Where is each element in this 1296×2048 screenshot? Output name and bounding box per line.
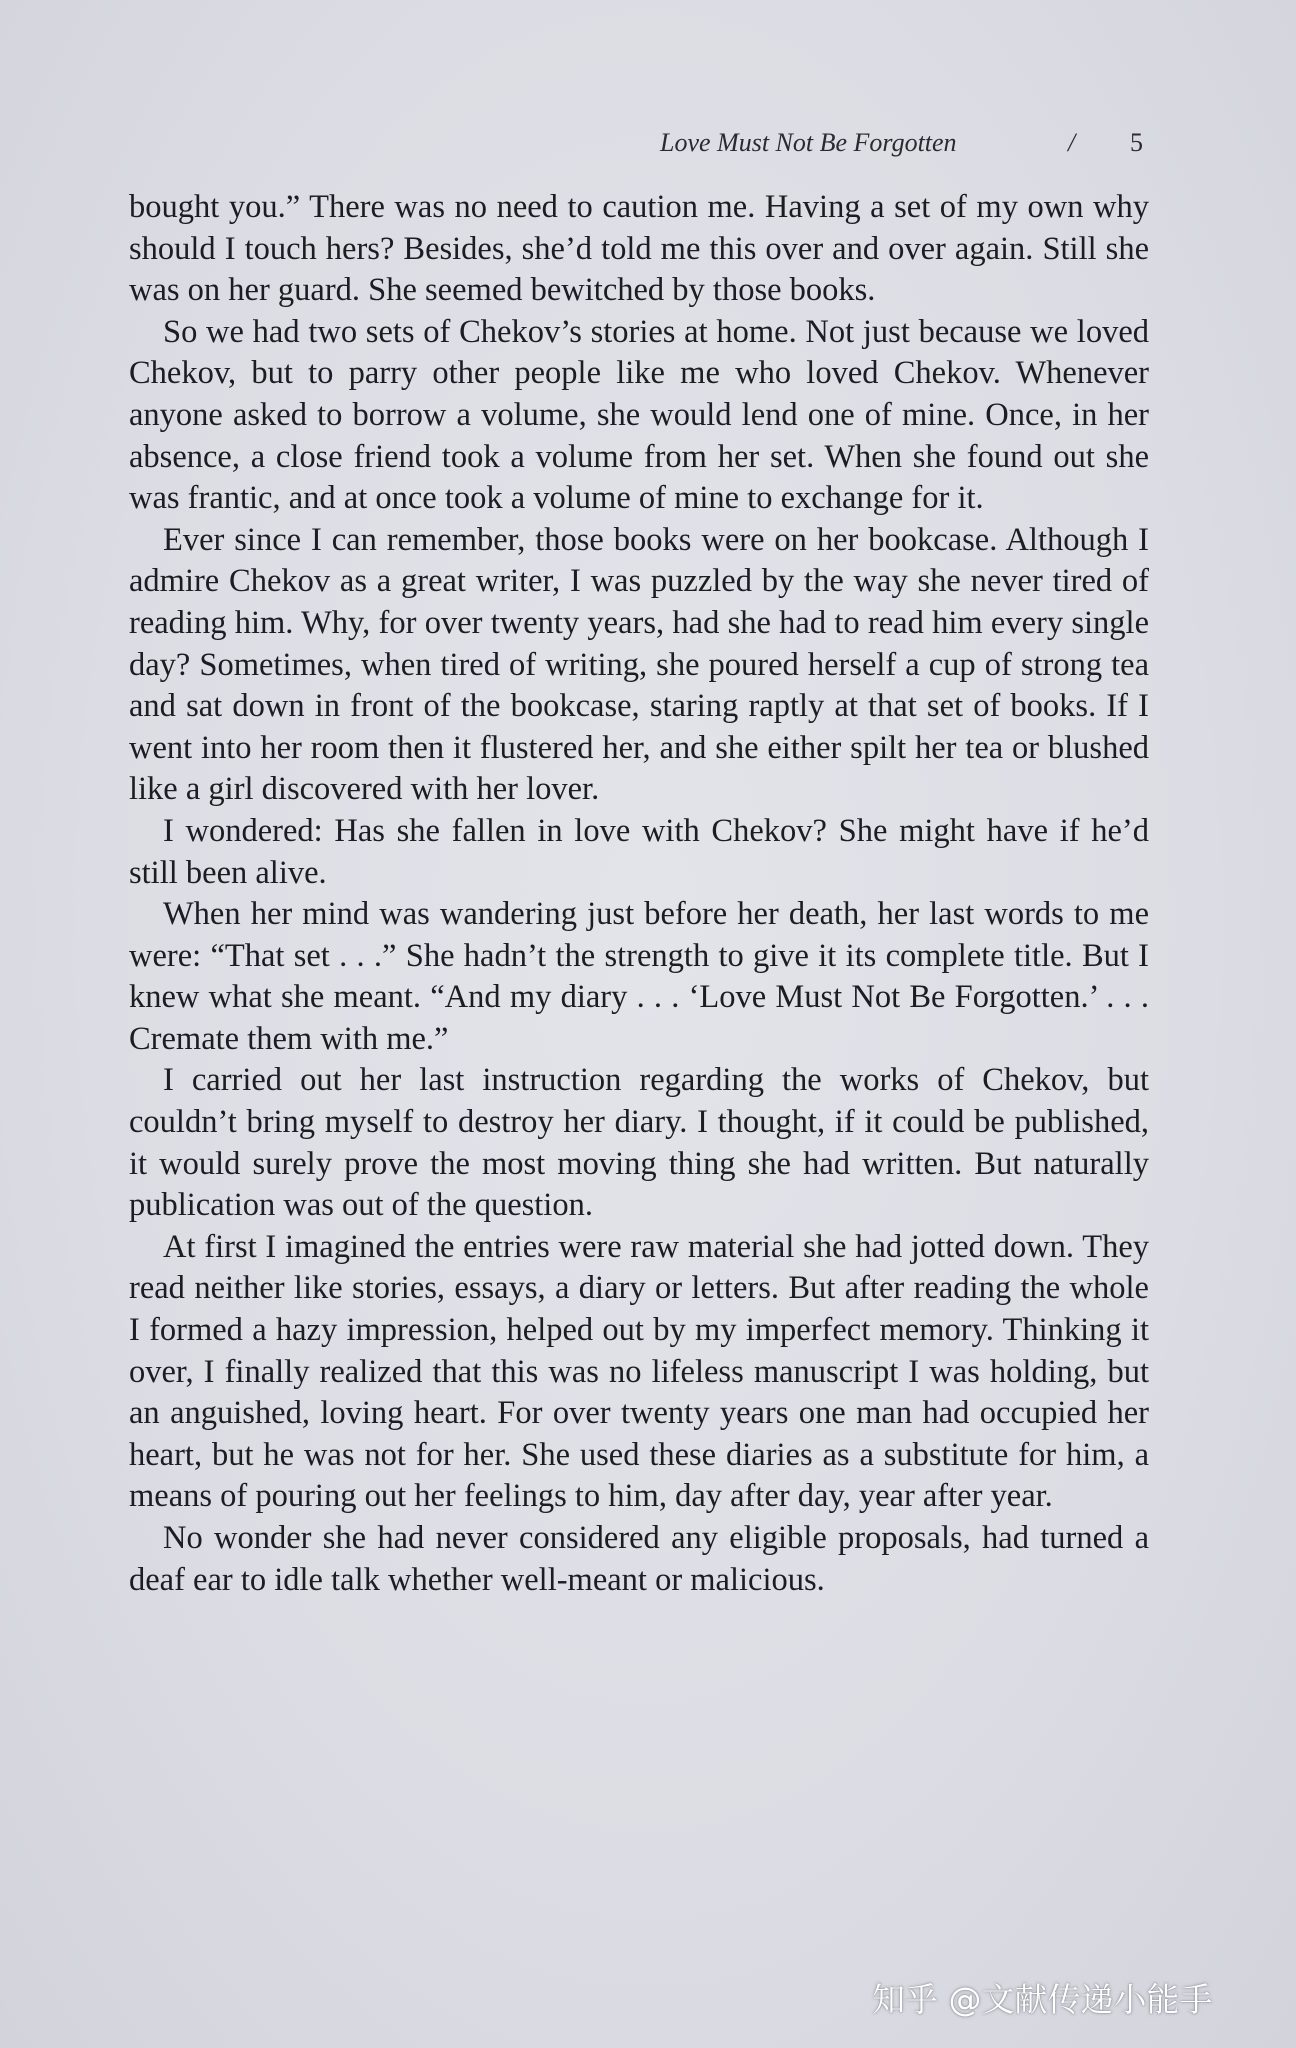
paragraph: No wonder she had never considered any eligible proposals, had turned a deaf ear to idle talk whether well-meant or malicious. — [129, 1520, 1149, 1598]
paragraph: When her mind was wandering just before her death, her last words to me were: “That set . . .” She hadn’t the strength to give it its complete title. But I knew what she meant. “And my diary . . . ‘Love Must Not Be Forgotten.’ . . . Cremate them with me.” — [129, 896, 1149, 1057]
running-title: Love Must Not Be Forgotten — [660, 128, 957, 157]
body-text — [129, 187, 1149, 1601]
zhihu-watermark: 知乎 @文献传递小能手 — [872, 1980, 1213, 2019]
paragraph: I wondered: Has she fallen in love with Chekov? She might have if he’d still been alive. — [129, 812, 1149, 891]
header-separator: / — [1068, 128, 1076, 157]
paragraph: At first I imagined the entries were raw material she had jotted down. They read neither like stories, essays, a diary or letters. But after reading the whole I formed a hazy impression, helped out by my imperfect memory. Thinking it over, I finally realized that this was no lifeless manuscript I was holding, but an anguished, loving heart. For over twenty years one man had occupied her heart, but he was not for her. She used these diaries as a substitute for him, a means of pouring out her feelings to him, day after day, year after year. — [129, 1228, 1149, 1515]
paragraph: I carried out her last instruction regarding the works of Chekov, but couldn’t bring myself to destroy her diary. I thought, if it could be published, it would surely prove the most moving thing she had written. But naturally publication was out of the question. — [129, 1062, 1149, 1224]
paragraph: So we had two sets of Chekov’s stories at home. Not just because we loved Chekov, but to parry other people like me who loved Chekov. Whenever anyone asked to borrow a volume, she would lend one of mine. Once, in her absence, a close friend took a volume from her set. When she found out she was frantic, and at once took a volume of mine to exchange for it. — [129, 313, 1149, 517]
paragraph: bought you.” There was no need to caution me. Having a set of my own why should I touch hers? Besides, she’d told me this over and over again. Still she was on her guard. She seemed bewitched by those books. — [129, 189, 1149, 309]
running-header — [640, 128, 1160, 164]
paragraph: Ever since I can remember, those books were on her bookcase. Although I admire Chekov as a great writer, I was puzzled by the way she never tired of reading him. Why, for over twenty years, had she had to read him every single day? Sometimes, when tired of writing, she poured herself a cup of strong tea and sat down in front of the bookcase, staring raptly at that set of books. If I went into her room then it flustered her, and she either spilt her tea or blushed like a girl discovered with her lover. — [129, 521, 1149, 808]
page-number: 5 — [1130, 128, 1143, 157]
